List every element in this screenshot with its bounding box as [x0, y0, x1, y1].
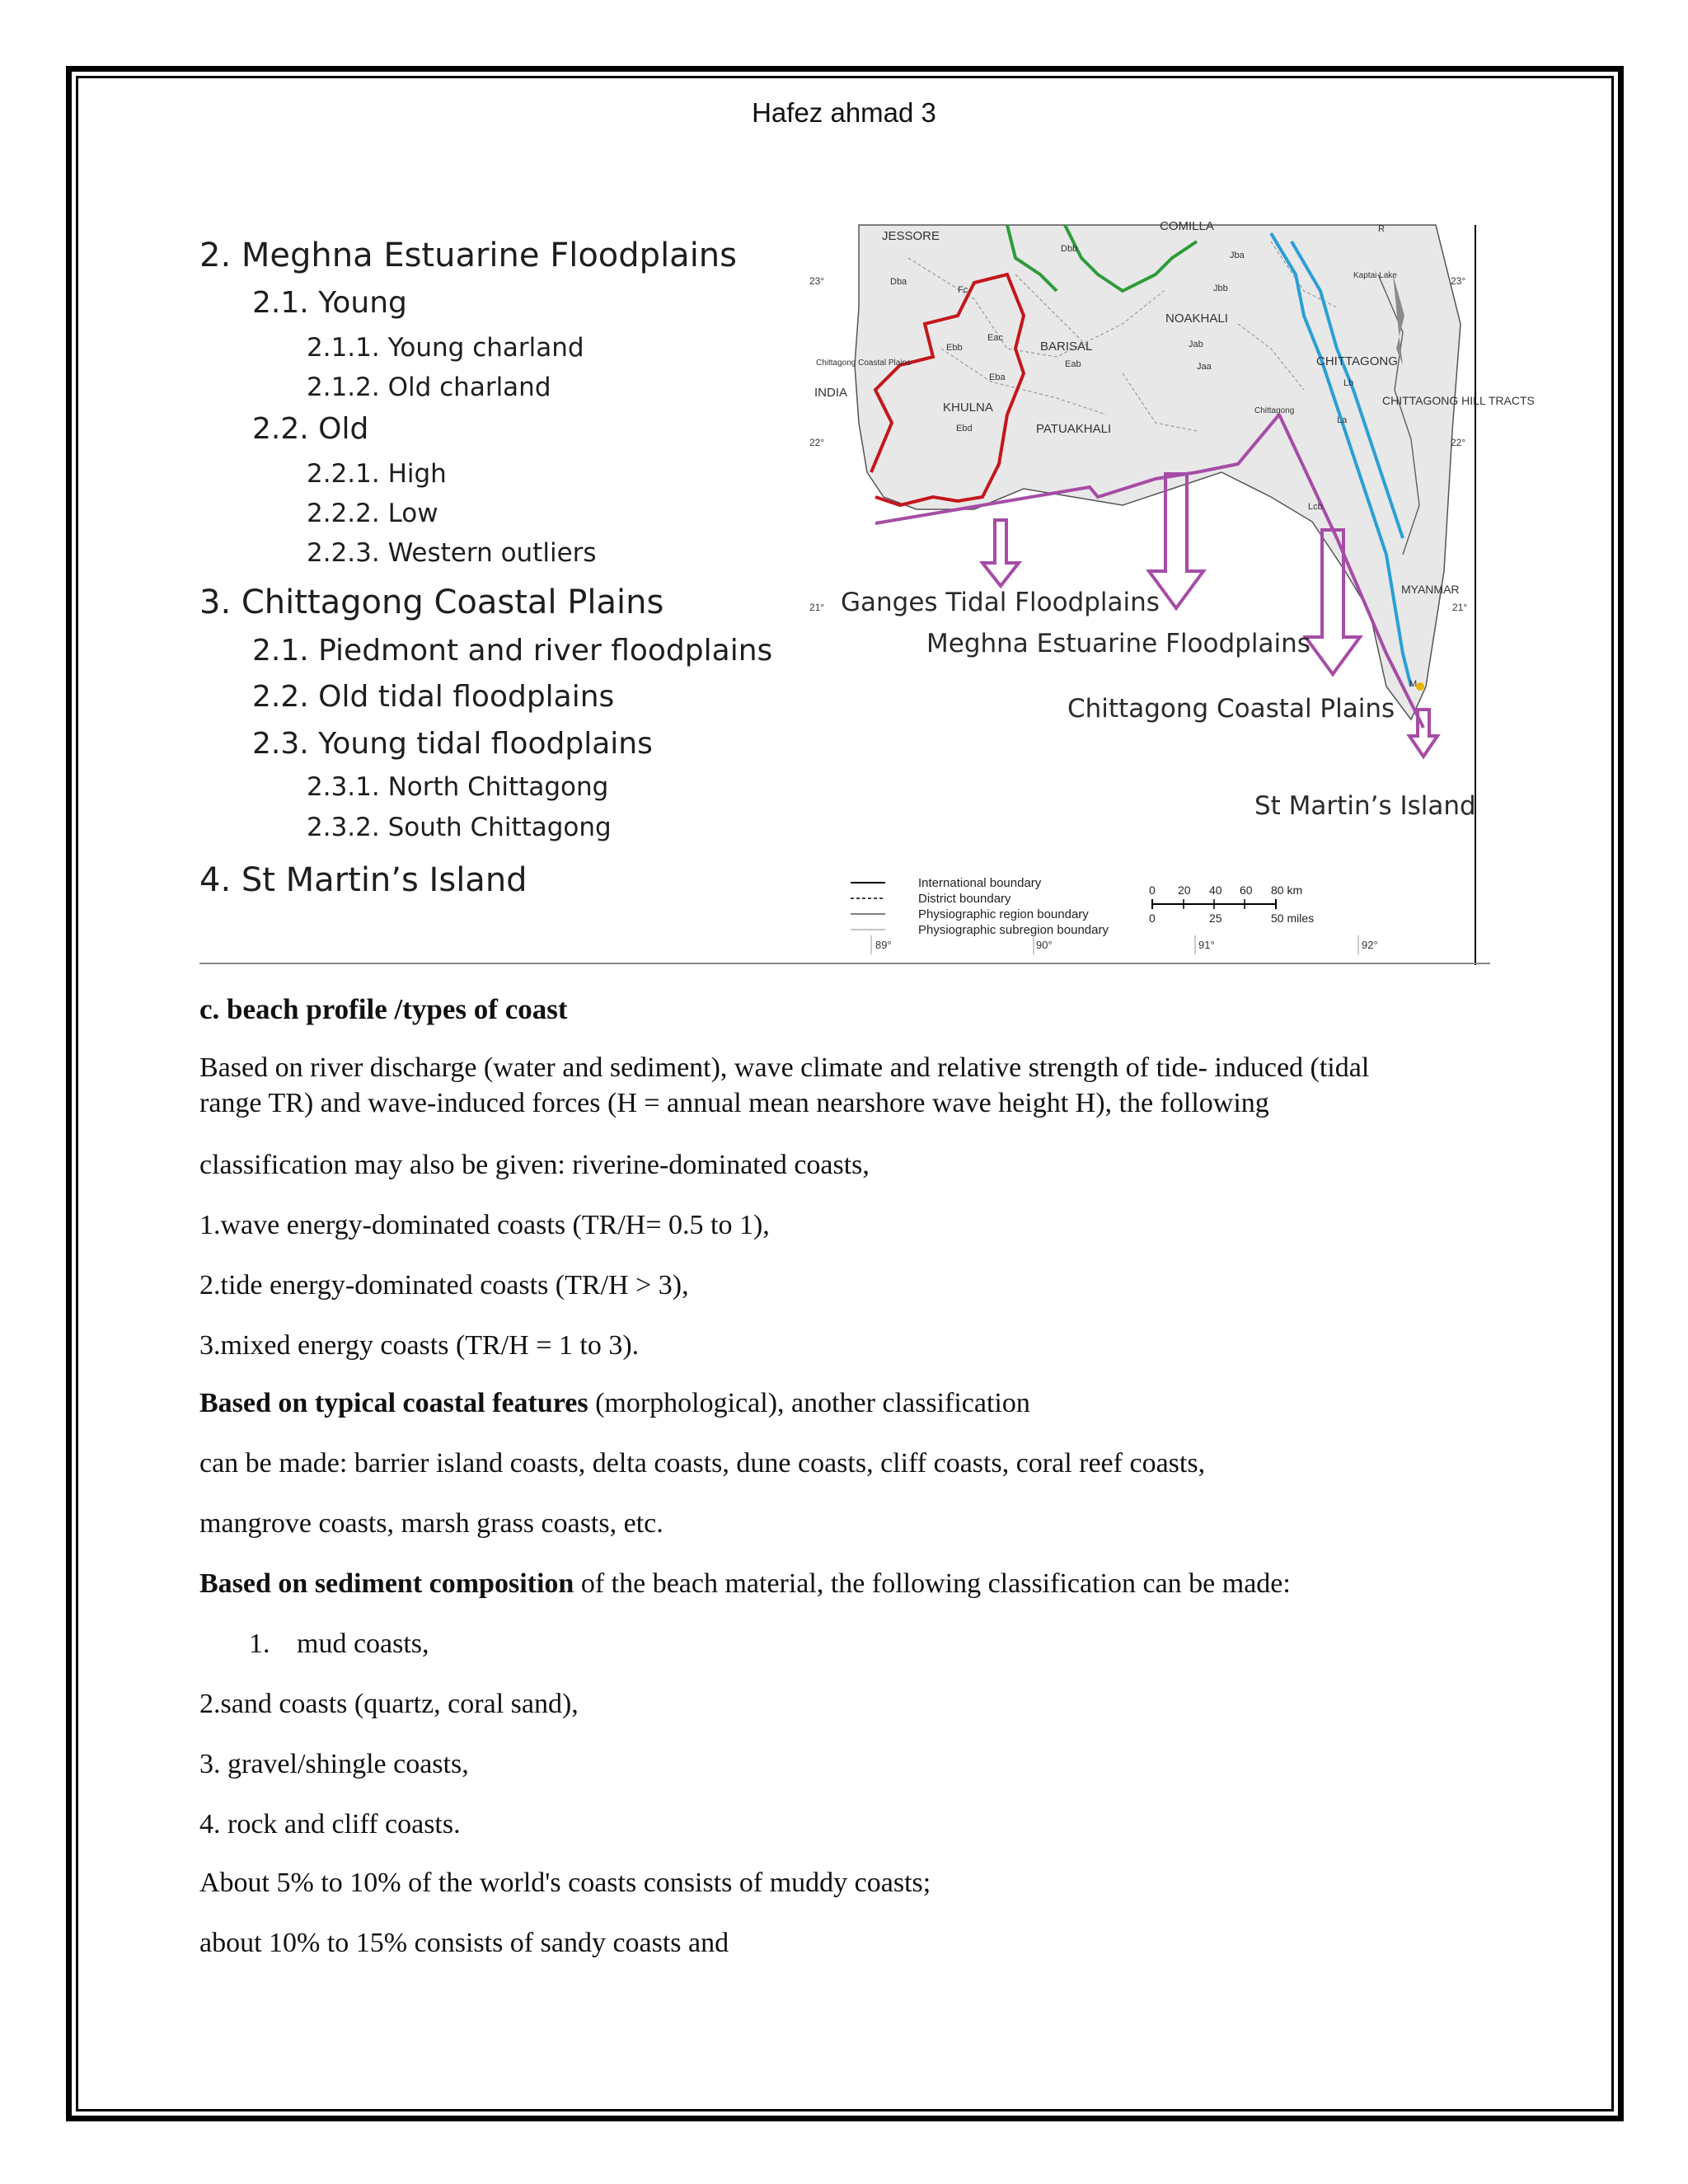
lon-label: 90°	[1036, 939, 1053, 951]
paragraph-line	[199, 1568, 1291, 1600]
unit-code: Jba	[1230, 251, 1245, 260]
outline-item: 2.2. Old tidal floodplains	[252, 680, 615, 714]
list-item: 2.sand coasts (quartz, coral sand),	[199, 1689, 579, 1719]
svg-text:50 miles: 50 miles	[1271, 912, 1315, 925]
legend-entry: Physiographic region boundary	[918, 907, 1089, 921]
outline-item: 2.3.2. South Chittagong	[307, 813, 612, 842]
section-heading: c. beach profile /types of coast	[199, 993, 568, 1025]
lat-label: 23°	[1451, 275, 1466, 287]
paragraph-line: can be made: barrier island coasts, delta coasts, dune coasts, cliff coasts, coral reef coasts,	[199, 1448, 1206, 1479]
lon-label: 89°	[875, 939, 892, 951]
svg-text:0: 0	[1149, 912, 1156, 925]
place-label: MYANMAR	[1401, 583, 1460, 596]
outline-item: 3. Chittagong Coastal Plains	[199, 583, 664, 621]
region-label-st-martin: St Martin’s Island	[1254, 791, 1476, 821]
unit-code: Eab	[1065, 359, 1081, 369]
lat-label: 22°	[1451, 437, 1466, 448]
unit-code: Lcb	[1308, 502, 1323, 512]
paragraph-line: About 5% to 10% of the world's coasts consists of muddy coasts;	[199, 1868, 931, 1898]
unit-code: Eac	[987, 333, 1003, 343]
svg-text:80 km: 80 km	[1271, 883, 1303, 897]
list-item: 2.tide energy-dominated coasts (TR/H > 3),	[199, 1270, 689, 1301]
place-label: NOAKHALI	[1165, 312, 1228, 326]
unit-code: Ebb	[946, 343, 963, 353]
bold-phrase: Based on sediment composition	[199, 1568, 574, 1599]
legend-entry: International boundary	[918, 876, 1042, 890]
legend-entry: District boundary	[918, 892, 1011, 906]
map-legend	[851, 876, 1109, 937]
unit-code: Dba	[890, 277, 907, 287]
bangladesh-coastal-map	[809, 219, 1535, 965]
paragraph-line: about 10% to 15% consists of sandy coasts and	[199, 1928, 729, 1958]
outline-item: 2.2. Old	[252, 412, 369, 446]
place-label: CHITTAGONG HILL TRACTS	[1382, 394, 1535, 407]
lon-label: 91°	[1198, 939, 1215, 951]
paragraph-line: classification may also be given: riverine-dominated coasts,	[199, 1150, 870, 1180]
unit-code: Jab	[1189, 340, 1203, 349]
unit-code: Jbb	[1213, 284, 1228, 293]
region-label-meghna: Meghna Estuarine Floodplains	[926, 629, 1311, 658]
unit-code: R	[1378, 224, 1385, 234]
unit-code: Fc	[958, 285, 968, 295]
physiography-outline	[199, 227, 793, 931]
outline-item: 2.3.1. North Chittagong	[307, 772, 609, 802]
place-label: JESSORE	[882, 229, 940, 243]
page-header: Hafez ahmad 3	[752, 97, 936, 128]
arrow-st-martin	[1409, 710, 1437, 757]
list-item: 3. gravel/shingle coasts,	[199, 1749, 469, 1779]
svg-text:60: 60	[1240, 883, 1253, 897]
place-label: Kaptai Lake	[1353, 271, 1397, 280]
list-item: mud coasts,	[297, 1629, 429, 1659]
lon-label: 92°	[1362, 939, 1378, 951]
svg-text:40: 40	[1209, 883, 1222, 897]
lat-label: 23°	[809, 275, 825, 287]
lat-label: 22°	[809, 437, 825, 448]
bold-phrase: Based on typical coastal features	[199, 1388, 588, 1418]
place-label: INDIA	[814, 386, 848, 400]
svg-text:0: 0	[1149, 883, 1156, 897]
unit-code: La	[1337, 415, 1348, 425]
section-divider	[199, 963, 1490, 964]
region-label-ganges: Ganges Tidal Floodplains	[841, 588, 1160, 617]
st-martin-marker	[1416, 682, 1424, 691]
unit-code: Eba	[989, 373, 1006, 382]
unit-code: Dbb	[1061, 244, 1078, 254]
lat-label: 21°	[809, 602, 825, 613]
outline-item: 2.1.2. Old charland	[307, 373, 551, 402]
list-number: 1.	[249, 1629, 270, 1659]
outline-item: 2.2.3. Western outliers	[307, 538, 597, 568]
place-label: Chittagong Coastal Plains	[816, 359, 912, 368]
paragraph-line: Based on river discharge (water and sediment), wave climate and relative strength of tide- induced (tidal	[199, 1052, 1370, 1083]
paragraph-line: mangrove coasts, marsh grass coasts, etc.	[199, 1508, 663, 1539]
list-item: 3.mixed energy coasts (TR/H = 1 to 3).	[199, 1330, 640, 1361]
unit-code: M	[1409, 679, 1418, 689]
place-label: CHITTAGONG	[1316, 354, 1398, 368]
paragraph-text: (morphological), another classification	[588, 1388, 1030, 1418]
unit-code: Jaa	[1197, 362, 1212, 372]
map-scale	[1149, 883, 1314, 925]
svg-text:25: 25	[1209, 912, 1222, 925]
outline-item: 2.3. Young tidal floodplains	[252, 727, 653, 761]
region-label-chittagong: Chittagong Coastal Plains	[1067, 694, 1395, 724]
outline-item: 2.1.1. Young charland	[307, 333, 584, 363]
place-label: BARISAL	[1040, 340, 1093, 354]
outline-item: 2.2.2. Low	[307, 499, 438, 528]
outline-item: 4. St Martin’s Island	[199, 861, 528, 899]
outline-item: 2.1. Piedmont and river floodplains	[252, 634, 773, 668]
place-label: PATUAKHALI	[1036, 422, 1112, 436]
outline-item: 2. Meghna Estuarine Floodplains	[199, 237, 737, 274]
svg-text:20: 20	[1178, 883, 1191, 897]
list-item: 4. rock and cliff coasts.	[199, 1809, 461, 1840]
unit-code: Ebd	[956, 424, 973, 434]
list-item: 1.wave energy-dominated coasts (TR/H= 0.5 to 1),	[199, 1210, 770, 1240]
place-label: KHULNA	[943, 401, 993, 415]
paragraph-line	[199, 1388, 1030, 1419]
paragraph-line: range TR) and wave-induced forces (H = annual mean nearshore wave height H), the following	[199, 1088, 1269, 1118]
lat-label: 21°	[1452, 602, 1468, 613]
legend-entry: Physiographic subregion boundary	[918, 923, 1109, 937]
outline-item: 2.1. Young	[252, 286, 407, 320]
arrow-ganges	[982, 520, 1019, 586]
unit-code: Lb	[1343, 378, 1354, 388]
outline-item: 2.2.1. High	[307, 459, 447, 489]
place-label: COMILLA	[1160, 219, 1214, 233]
paragraph-text: of the beach material, the following classification can be made:	[574, 1568, 1291, 1599]
place-label: Chittagong	[1254, 406, 1295, 415]
